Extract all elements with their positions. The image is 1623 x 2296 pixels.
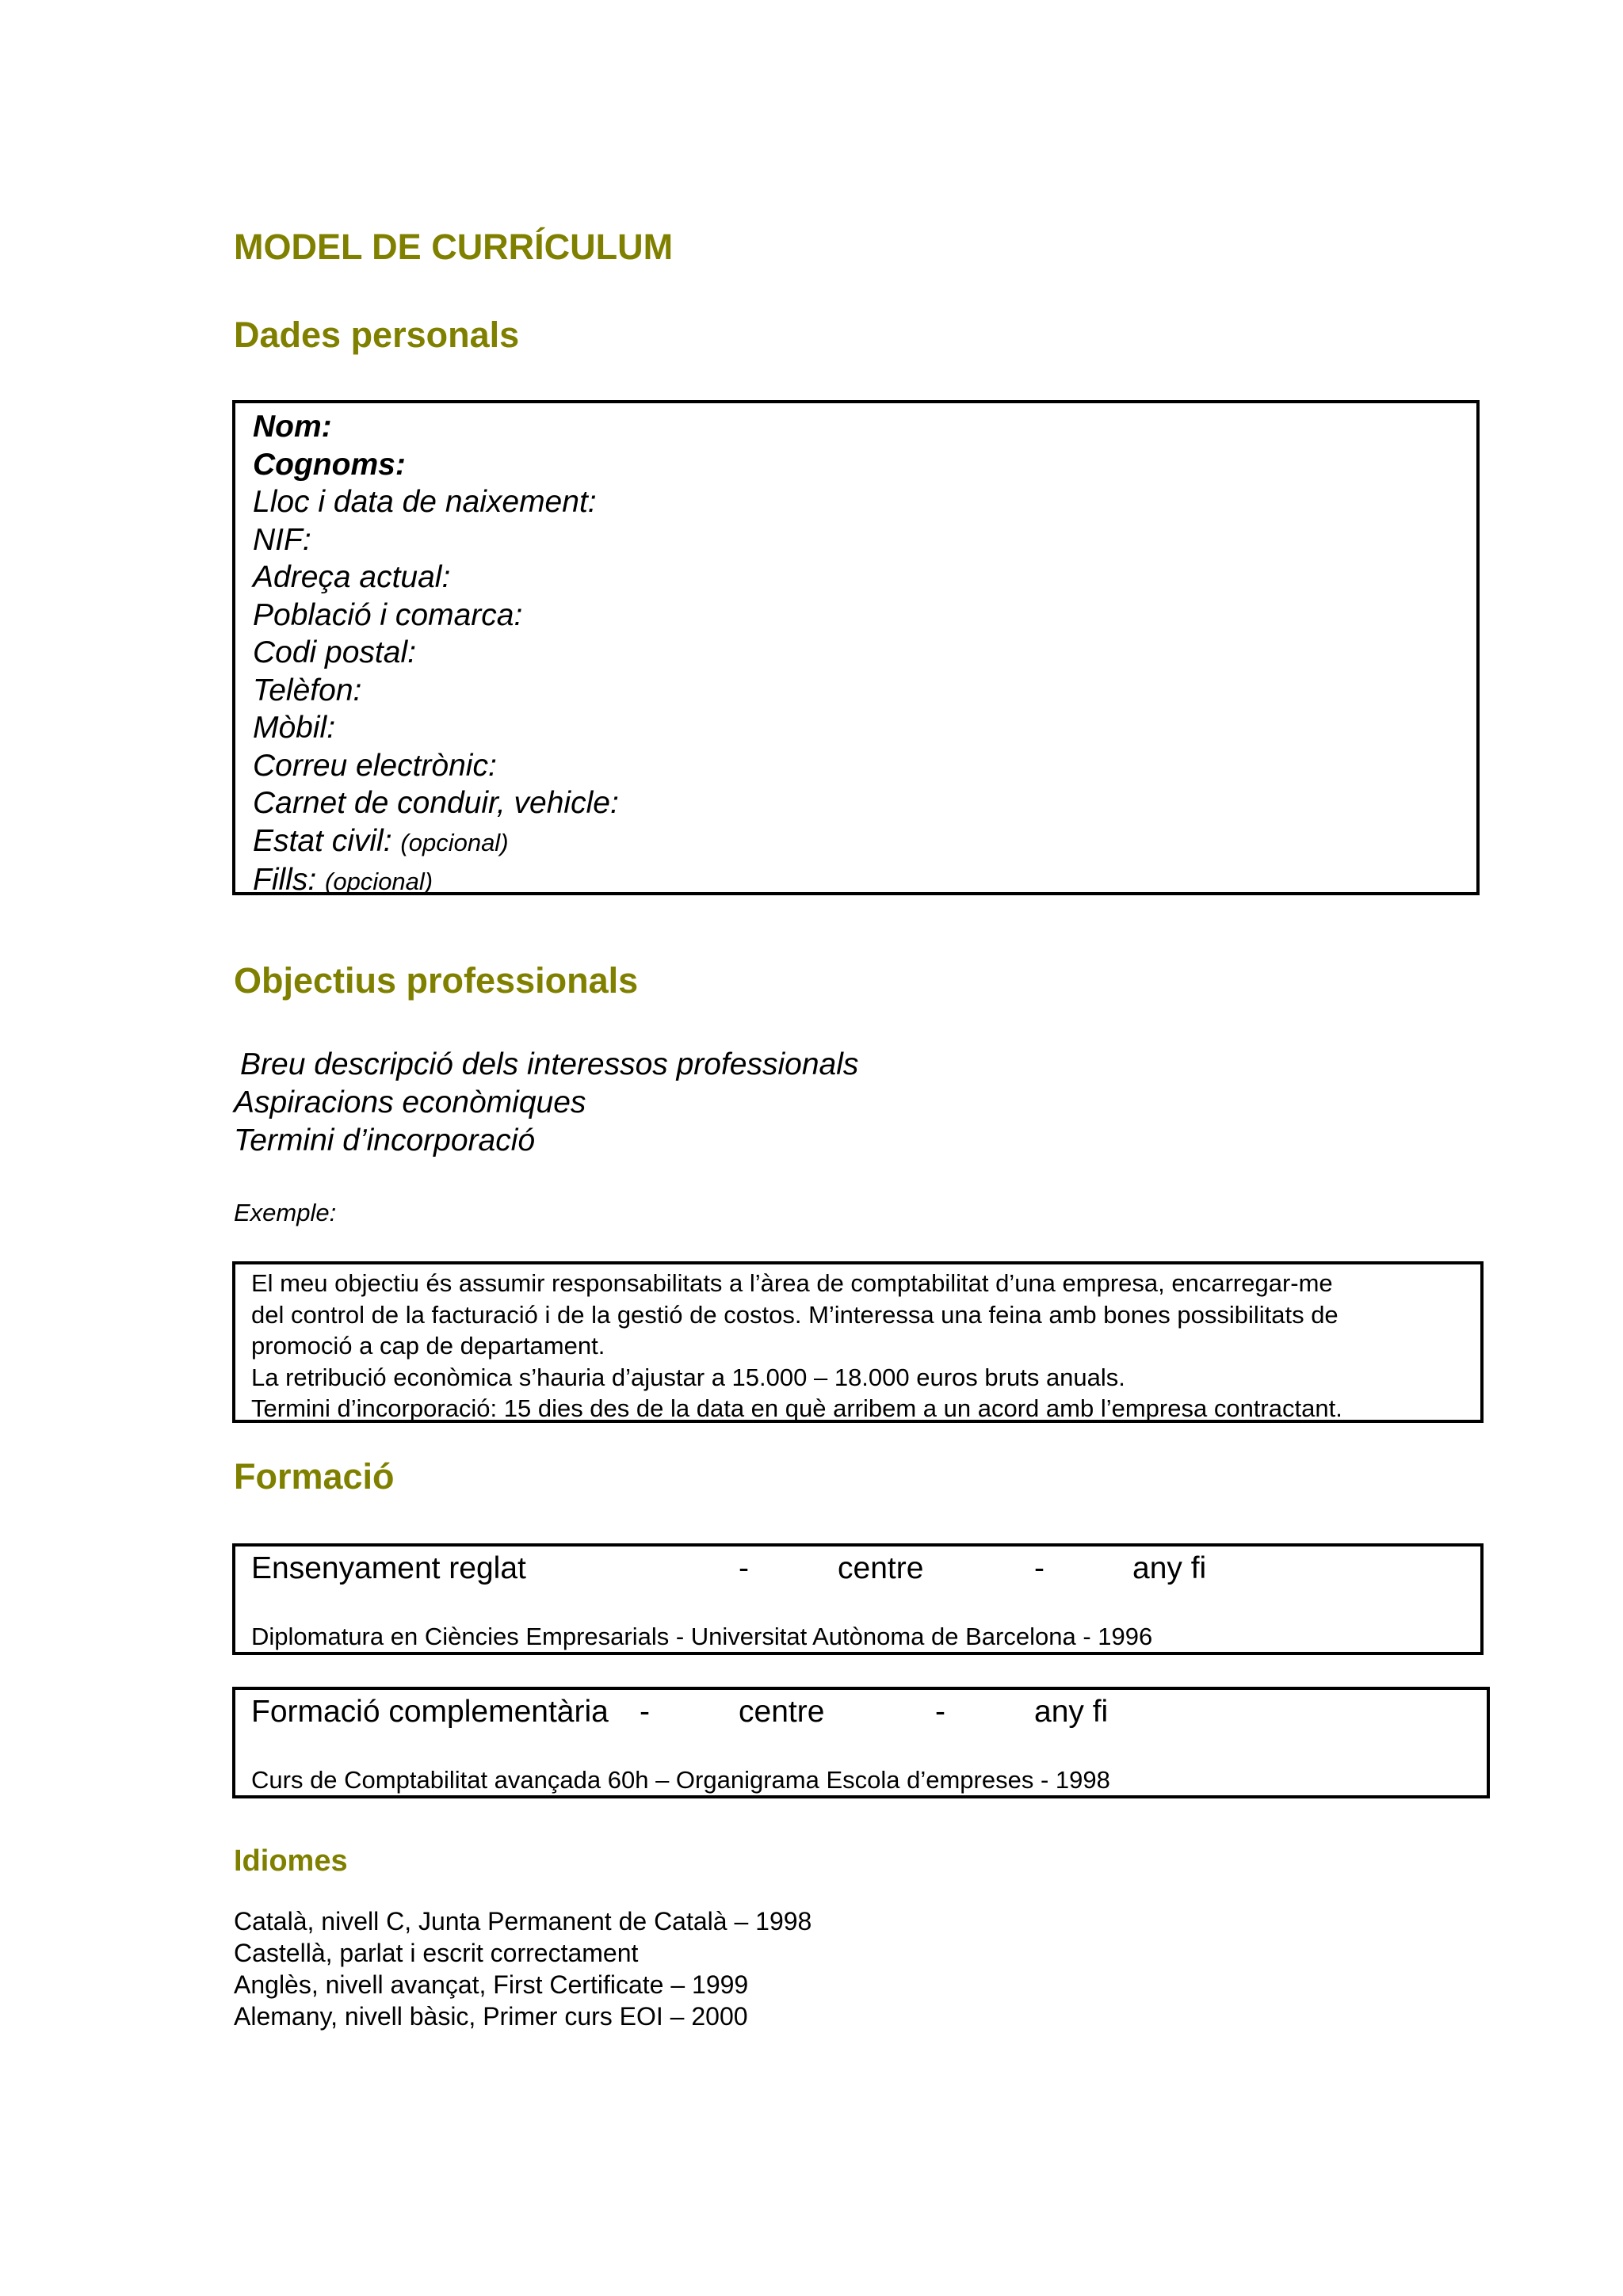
field-nif: NIF: (253, 522, 311, 557)
formal-col-year: any fi (1132, 1551, 1207, 1585)
objective-item: Aspiracions econòmiques (234, 1085, 586, 1119)
field-town: Població i comarca: (253, 597, 523, 632)
objectives-list (234, 1046, 858, 1160)
example-line: del control de la facturació i de la gestió de costos. M’interessa una feina amb bones possibilitats de (251, 1300, 1338, 1329)
education-heading: Formació (234, 1456, 395, 1497)
objectives-heading: Objectius professionals (234, 960, 639, 1001)
column-separator: - (739, 1551, 749, 1585)
personal-data-box (232, 400, 1480, 895)
complementary-col-centre: centre (739, 1695, 825, 1729)
formal-education-box (232, 1543, 1484, 1655)
language-item: Català, nivell C, Junta Permanent de Català – 1998 (234, 1907, 812, 1936)
field-postcode: Codi postal: (253, 635, 416, 669)
formal-col-centre: centre (838, 1551, 924, 1585)
field-license: Carnet de conduir, vehicle: (253, 786, 619, 820)
complementary-col-course: Formació complementària (251, 1695, 609, 1729)
field-phone: Telèfon: (253, 673, 362, 707)
example-line: Termini d’incorporació: 15 dies des de la data en què arribem a un acord amb l’empresa contractant. (251, 1394, 1342, 1422)
column-separator: - (640, 1695, 650, 1729)
field-nom: Nom: (253, 410, 332, 444)
example-line: promoció a cap de departament. (251, 1332, 605, 1360)
formal-col-degree: Ensenyament reglat (251, 1551, 526, 1585)
languages-list (234, 1905, 812, 2032)
field-children: Fills: (opcional) (253, 863, 433, 897)
example-label: Exemple: (234, 1199, 337, 1226)
field-cognoms: Cognoms: (253, 447, 406, 482)
objective-item: Breu descripció dels interessos professionals (240, 1047, 859, 1081)
personal-heading: Dades personals (234, 315, 520, 355)
document-title: MODEL DE CURRÍCULUM (234, 227, 674, 267)
complementary-col-year: any fi (1034, 1695, 1109, 1729)
optional-note: (opcional) (325, 868, 433, 895)
formal-education-entry: Diplomatura en Ciències Empresarials - Universitat Autònoma de Barcelona - 1996 (251, 1623, 1153, 1650)
example-box (232, 1261, 1484, 1423)
field-address: Adreça actual: (253, 560, 451, 594)
example-line: El meu objectiu és assumir responsabilitats a l’àrea de comptabilitat d’una empresa, encarregar-me (251, 1269, 1333, 1297)
field-marital: Estat civil: (opcional) (253, 823, 509, 858)
language-item: Castellà, parlat i escrit correctament (234, 1939, 639, 1967)
field-birth: Lloc i data de naixement: (253, 485, 597, 519)
languages-heading: Idiomes (234, 1844, 348, 1878)
complementary-education-entry: Curs de Comptabilitat avançada 60h – Organigrama Escola d’empreses - 1998 (251, 1766, 1110, 1794)
complementary-education-box (232, 1687, 1490, 1798)
column-separator: - (935, 1695, 945, 1729)
column-separator: - (1034, 1551, 1044, 1585)
language-item: Anglès, nivell avançat, First Certificate – 1999 (234, 1970, 749, 1999)
language-item: Alemany, nivell bàsic, Primer curs EOI – 2000 (234, 2002, 748, 2031)
example-line: La retribució econòmica s’hauria d’ajustar a 15.000 – 18.000 euros bruts anuals. (251, 1363, 1125, 1391)
field-email: Correu electrònic: (253, 748, 497, 783)
field-mobile: Mòbil: (253, 711, 336, 745)
objective-item: Termini d’incorporació (234, 1123, 536, 1158)
optional-note: (opcional) (400, 828, 509, 856)
